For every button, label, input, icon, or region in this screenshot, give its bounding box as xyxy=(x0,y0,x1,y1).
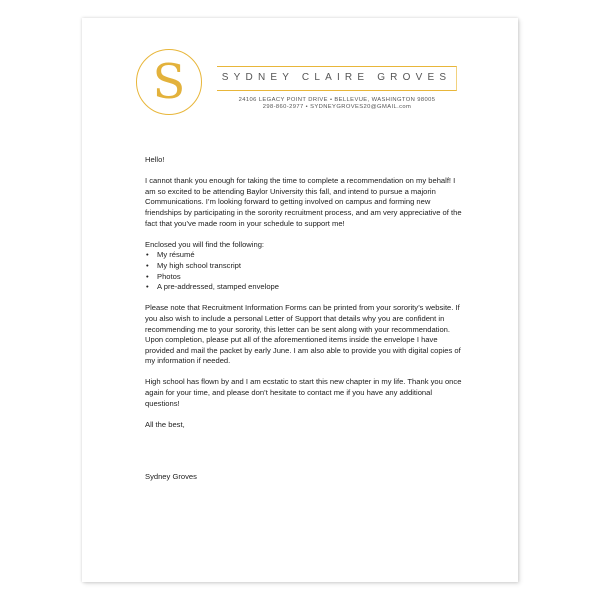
monogram-logo xyxy=(136,49,202,115)
list-item: • My high school transcript xyxy=(145,261,465,272)
closing: All the best, xyxy=(145,419,185,429)
list-item: • Photos xyxy=(145,272,465,283)
signature-space xyxy=(145,441,465,472)
name-banner xyxy=(217,66,457,91)
letter-body xyxy=(145,155,465,493)
paragraph-instructions: Please note that Recruitment Information Forms can be printed from your sorority’s website. If you also wish to include a personal Letter of Support that details why you are confident in recommending me to your sorority, this letter can be sent along with your recommendation. Upon completion, please put all of the aforementioned items inside the envelope I have provided and mail the packet by early June. I am also able to provide you with digital copies of my information if needed. xyxy=(145,303,461,366)
list-item: • A pre-addressed, stamped envelope xyxy=(145,282,465,293)
greeting: Hello! xyxy=(145,155,165,164)
enclosed-list xyxy=(145,250,465,292)
enclosed-intro: Enclosed you will find the following: xyxy=(145,239,265,249)
sender-address: 24106 LEGACY POINT DRIVE • BELLEVUE, WASHINGTON 98005 xyxy=(238,97,436,103)
list-item: • My résumé xyxy=(145,250,465,261)
monogram-letter: S xyxy=(152,54,186,110)
signature-name: Sydney Groves xyxy=(145,472,197,482)
sender-contact: 298-860-2977 • SYDNEYGROVES20@GMAIL.com xyxy=(262,104,412,110)
paragraph-thanks: High school has flown by and I am ecstatic to start this new chapter in my life. Thank you once again for your time, and please don’t hesitate to contact me if you have any additional questions! xyxy=(145,377,462,408)
paragraph-intro: I cannot thank you enough for taking the time to complete a recommendation on my behalf! I am so excited to be attending Baylor University this fall, and intend to pursue a majorin Communications. I’m looking forward to getting involved on campus and forming new friendships by participating in the sorority recruitment process, and am very appreciative of the fact that you’ve made room in your schedule to support me! xyxy=(145,176,462,228)
sender-name: SYDNEY CLAIRE GROVES xyxy=(221,72,452,83)
letter-page xyxy=(82,18,518,582)
